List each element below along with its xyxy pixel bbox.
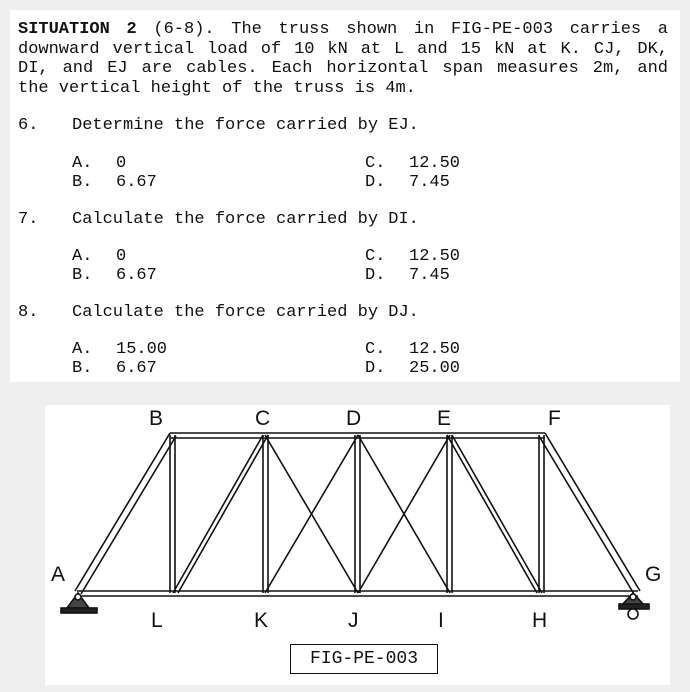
choice-7d[interactable] xyxy=(365,267,450,285)
node-label-f: F xyxy=(548,407,561,430)
choice-letter: B. xyxy=(72,173,93,192)
choice-value: 15.00 xyxy=(116,340,168,359)
choice-letter: B. xyxy=(72,359,93,378)
choice-letter: B. xyxy=(72,266,93,285)
choice-letter: A. xyxy=(72,154,93,173)
choice-letter: C. xyxy=(365,247,386,266)
choice-letter: C. xyxy=(365,340,386,359)
choice-6a[interactable] xyxy=(72,155,126,173)
choice-letter: D. xyxy=(365,359,386,378)
node-label-i: I xyxy=(438,609,444,632)
node-label-e: E xyxy=(437,407,452,430)
member-he-1 xyxy=(452,435,542,593)
choice-letter: D. xyxy=(365,266,386,285)
member-fg-2 xyxy=(539,436,634,594)
node-label-a: A xyxy=(51,563,66,586)
choice-letter: C. xyxy=(365,154,386,173)
choice-value: 6.67 xyxy=(116,266,157,285)
choice-value: 25.00 xyxy=(409,359,461,378)
choice-value: 6.67 xyxy=(116,359,157,378)
question-number: 7. xyxy=(18,210,39,229)
node-label-l: L xyxy=(151,609,163,632)
figure-caption: FIG-PE-003 xyxy=(290,644,438,674)
situation-statement xyxy=(18,20,668,98)
question-number: 8. xyxy=(18,303,39,322)
member-lc-2 xyxy=(178,435,268,593)
truss-figure xyxy=(45,405,670,685)
choice-value: 0 xyxy=(116,154,127,173)
node-label-j: J xyxy=(348,609,359,632)
node-label-d: D xyxy=(346,407,362,430)
member-he-2 xyxy=(447,435,537,593)
choice-8a[interactable] xyxy=(72,341,167,359)
node-label-h: H xyxy=(532,609,548,632)
node-label-g: G xyxy=(645,563,662,586)
choice-7c[interactable] xyxy=(365,248,460,266)
question-text: Determine the force carried by EJ. xyxy=(72,116,419,135)
choice-8b[interactable] xyxy=(72,360,157,378)
choice-value: 6.67 xyxy=(116,173,157,192)
choice-8d[interactable] xyxy=(365,360,460,378)
choice-value: 12.50 xyxy=(409,154,461,173)
choice-6d[interactable] xyxy=(365,174,450,192)
choice-letter: A. xyxy=(72,340,93,359)
node-label-k: K xyxy=(254,609,269,632)
choice-8c[interactable] xyxy=(365,341,460,359)
member-ab-1 xyxy=(75,433,170,591)
situation-text: (6-8). The truss shown in FIG-PE-003 carries a downward vertical load of 10 kN at L and 15 kN at K. CJ, DK, DI, and EJ are cables. Each horizontal span measures 2m, and the vertical height of the truss is 4m. xyxy=(18,20,669,98)
situation-heading: SITUATION 2 xyxy=(18,20,137,39)
choice-value: 12.50 xyxy=(409,340,461,359)
problem-sheet xyxy=(10,10,680,382)
question-8 xyxy=(18,303,419,323)
member-lc-1 xyxy=(173,435,263,593)
node-label-b: B xyxy=(149,407,164,430)
node-label-c: C xyxy=(255,407,271,430)
choice-6c[interactable] xyxy=(365,155,460,173)
question-number: 6. xyxy=(18,116,39,135)
member-ab-2 xyxy=(81,436,176,594)
choice-value: 7.45 xyxy=(409,173,450,192)
question-6 xyxy=(18,116,419,136)
choice-6b[interactable] xyxy=(72,174,157,192)
choice-value: 0 xyxy=(116,247,127,266)
truss-drawing xyxy=(45,405,670,685)
question-text: Calculate the force carried by DJ. xyxy=(72,303,419,322)
member-fg-1 xyxy=(545,433,640,591)
choice-value: 12.50 xyxy=(409,247,461,266)
roller-support-g xyxy=(619,593,649,619)
question-text: Calculate the force carried by DI. xyxy=(72,210,419,229)
question-7 xyxy=(18,210,419,230)
choice-7b[interactable] xyxy=(72,267,157,285)
choice-value: 7.45 xyxy=(409,266,450,285)
choice-letter: A. xyxy=(72,247,93,266)
choice-letter: D. xyxy=(365,173,386,192)
choice-7a[interactable] xyxy=(72,248,126,266)
